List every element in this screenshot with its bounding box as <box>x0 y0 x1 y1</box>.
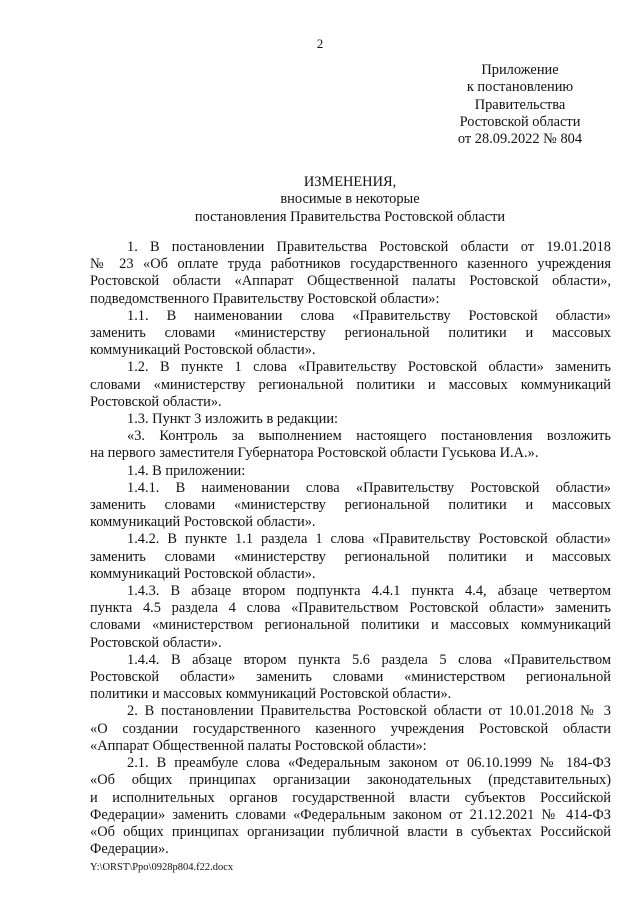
paragraph-line: Ростовской области». <box>90 393 222 410</box>
paragraph-line: коммуникаций Ростовской области». <box>90 342 316 359</box>
paragraph-line: 1.4. В приложении: <box>127 462 246 479</box>
paragraph-line: 1.2. В пункте 1 слова «Правительству Ростовской области» заменить <box>127 359 611 376</box>
page-number: 2 <box>316 36 324 51</box>
paragraph-line: заменить словами «министерству региональной политики и массовых <box>90 325 611 342</box>
paragraph-line: Ростовской области» заменить словами «министерством региональной <box>90 669 611 686</box>
paragraph-p1-4-3 <box>90 583 611 652</box>
paragraph-line: коммуникаций Ростовской области». <box>90 565 316 582</box>
paragraph-line: «Об общих принципах организации законодательных (представительных) <box>90 772 611 789</box>
document-heading <box>90 174 610 226</box>
paragraph-line: 2. В постановлении Правительства Ростовской области от 10.01.2018 № 3 <box>127 703 611 720</box>
paragraph-line: и исполнительных органов государственной власти субъектов Российской <box>90 789 611 806</box>
paragraph-line: 1.3. Пункт 3 изложить в редакции: <box>127 411 339 428</box>
appendix-line: Ростовской области <box>459 113 581 130</box>
paragraph-line: коммуникаций Ростовской области». <box>90 514 316 531</box>
document-body <box>90 239 611 858</box>
paragraph-p1-4-4 <box>90 652 611 704</box>
paragraph-p2-1 <box>90 755 611 858</box>
paragraph-p2 <box>90 703 611 755</box>
paragraph-line: Ростовской области». <box>90 634 222 651</box>
appendix-line: от 28.09.2022 № 804 <box>457 131 583 148</box>
paragraph-line: «О создании государственного казенного учреждения Ростовской области <box>90 720 611 737</box>
footer-file-path: Y:\ORST\Ppo\0928p804.f22.docx <box>90 862 234 873</box>
paragraph-p1 <box>90 239 611 308</box>
heading-subtitle: вносимые в некоторые <box>280 191 420 208</box>
paragraph-line: Федерации» заменить словами «Федеральным законом от 21.12.2021 № 414-ФЗ <box>90 806 611 823</box>
paragraph-line: 1.4.4. В абзаце втором пункта 5.6 раздела 5 слова «Правительством <box>127 651 611 668</box>
paragraph-line: «Об общих принципах организации публичной власти в субъектах Российской <box>90 823 611 840</box>
appendix-block <box>430 62 610 148</box>
appendix-line: Правительства <box>474 96 566 113</box>
heading-subtitle: постановления Правительства Ростовской области <box>194 208 506 225</box>
paragraph-p1-4 <box>90 463 611 480</box>
paragraph-line: № 23 «Об оплате труда работников государственного казенного учреждения <box>90 256 611 273</box>
paragraph-line: заменить словами «министерству региональной политики и массовых <box>90 548 611 565</box>
paragraph-line: 1.4.3. В абзаце втором подпункта 4.4.1 пункта 4.4, абзаце четвертом <box>127 583 611 600</box>
paragraph-p1-2 <box>90 359 611 411</box>
paragraph-p1-1 <box>90 308 611 360</box>
paragraph-line: подведомственного Правительству Ростовской области»: <box>90 290 440 307</box>
paragraph-line: политики и массовых коммуникаций Ростовской области». <box>90 686 452 703</box>
paragraph-line: Ростовской области «Аппарат Общественной палаты Ростовской области», <box>90 273 611 290</box>
paragraph-p1-3-text <box>90 428 611 462</box>
paragraph-line: Федерации». <box>90 841 169 858</box>
paragraph-line: словами «министерством региональной политики и массовых коммуникаций <box>90 617 611 634</box>
paragraph-line: словами «министерству региональной политики и массовых коммуникаций <box>90 376 611 393</box>
paragraph-line: «3. Контроль за выполнением настоящего постановления возложить <box>127 428 611 445</box>
paragraph-p1-3 <box>90 411 611 428</box>
heading-title: ИЗМЕНЕНИЯ, <box>303 174 397 190</box>
paragraph-line: пункта 4.5 раздела 4 слова «Правительством Ростовской области» заменить <box>90 600 611 617</box>
appendix-line: Приложение <box>481 62 559 78</box>
paragraph-line: на первого заместителя Губернатора Ростовской области Гуськова И.А.». <box>90 445 539 462</box>
paragraph-line: 2.1. В преамбуле слова «Федеральным законом от 06.10.1999 № 184-ФЗ <box>127 755 611 772</box>
paragraph-line: 1.4.1. В наименовании слова «Правительству Ростовской области» <box>127 479 611 496</box>
paragraph-p1-4-2 <box>90 531 611 583</box>
appendix-line: к постановлению <box>466 79 574 96</box>
paragraph-line: 1. В постановлении Правительства Ростовской области от 19.01.2018 <box>127 239 611 255</box>
paragraph-line: 1.1. В наименовании слова «Правительству Ростовской области» <box>127 307 611 324</box>
paragraph-line: «Аппарат Общественной палаты Ростовской области»: <box>90 737 427 754</box>
paragraph-line: заменить словами «министерству региональной политики и массовых <box>90 497 611 514</box>
paragraph-line: 1.4.2. В пункте 1.1 раздела 1 слова «Правительству Ростовской области» <box>127 531 611 548</box>
paragraph-p1-4-1 <box>90 480 611 532</box>
